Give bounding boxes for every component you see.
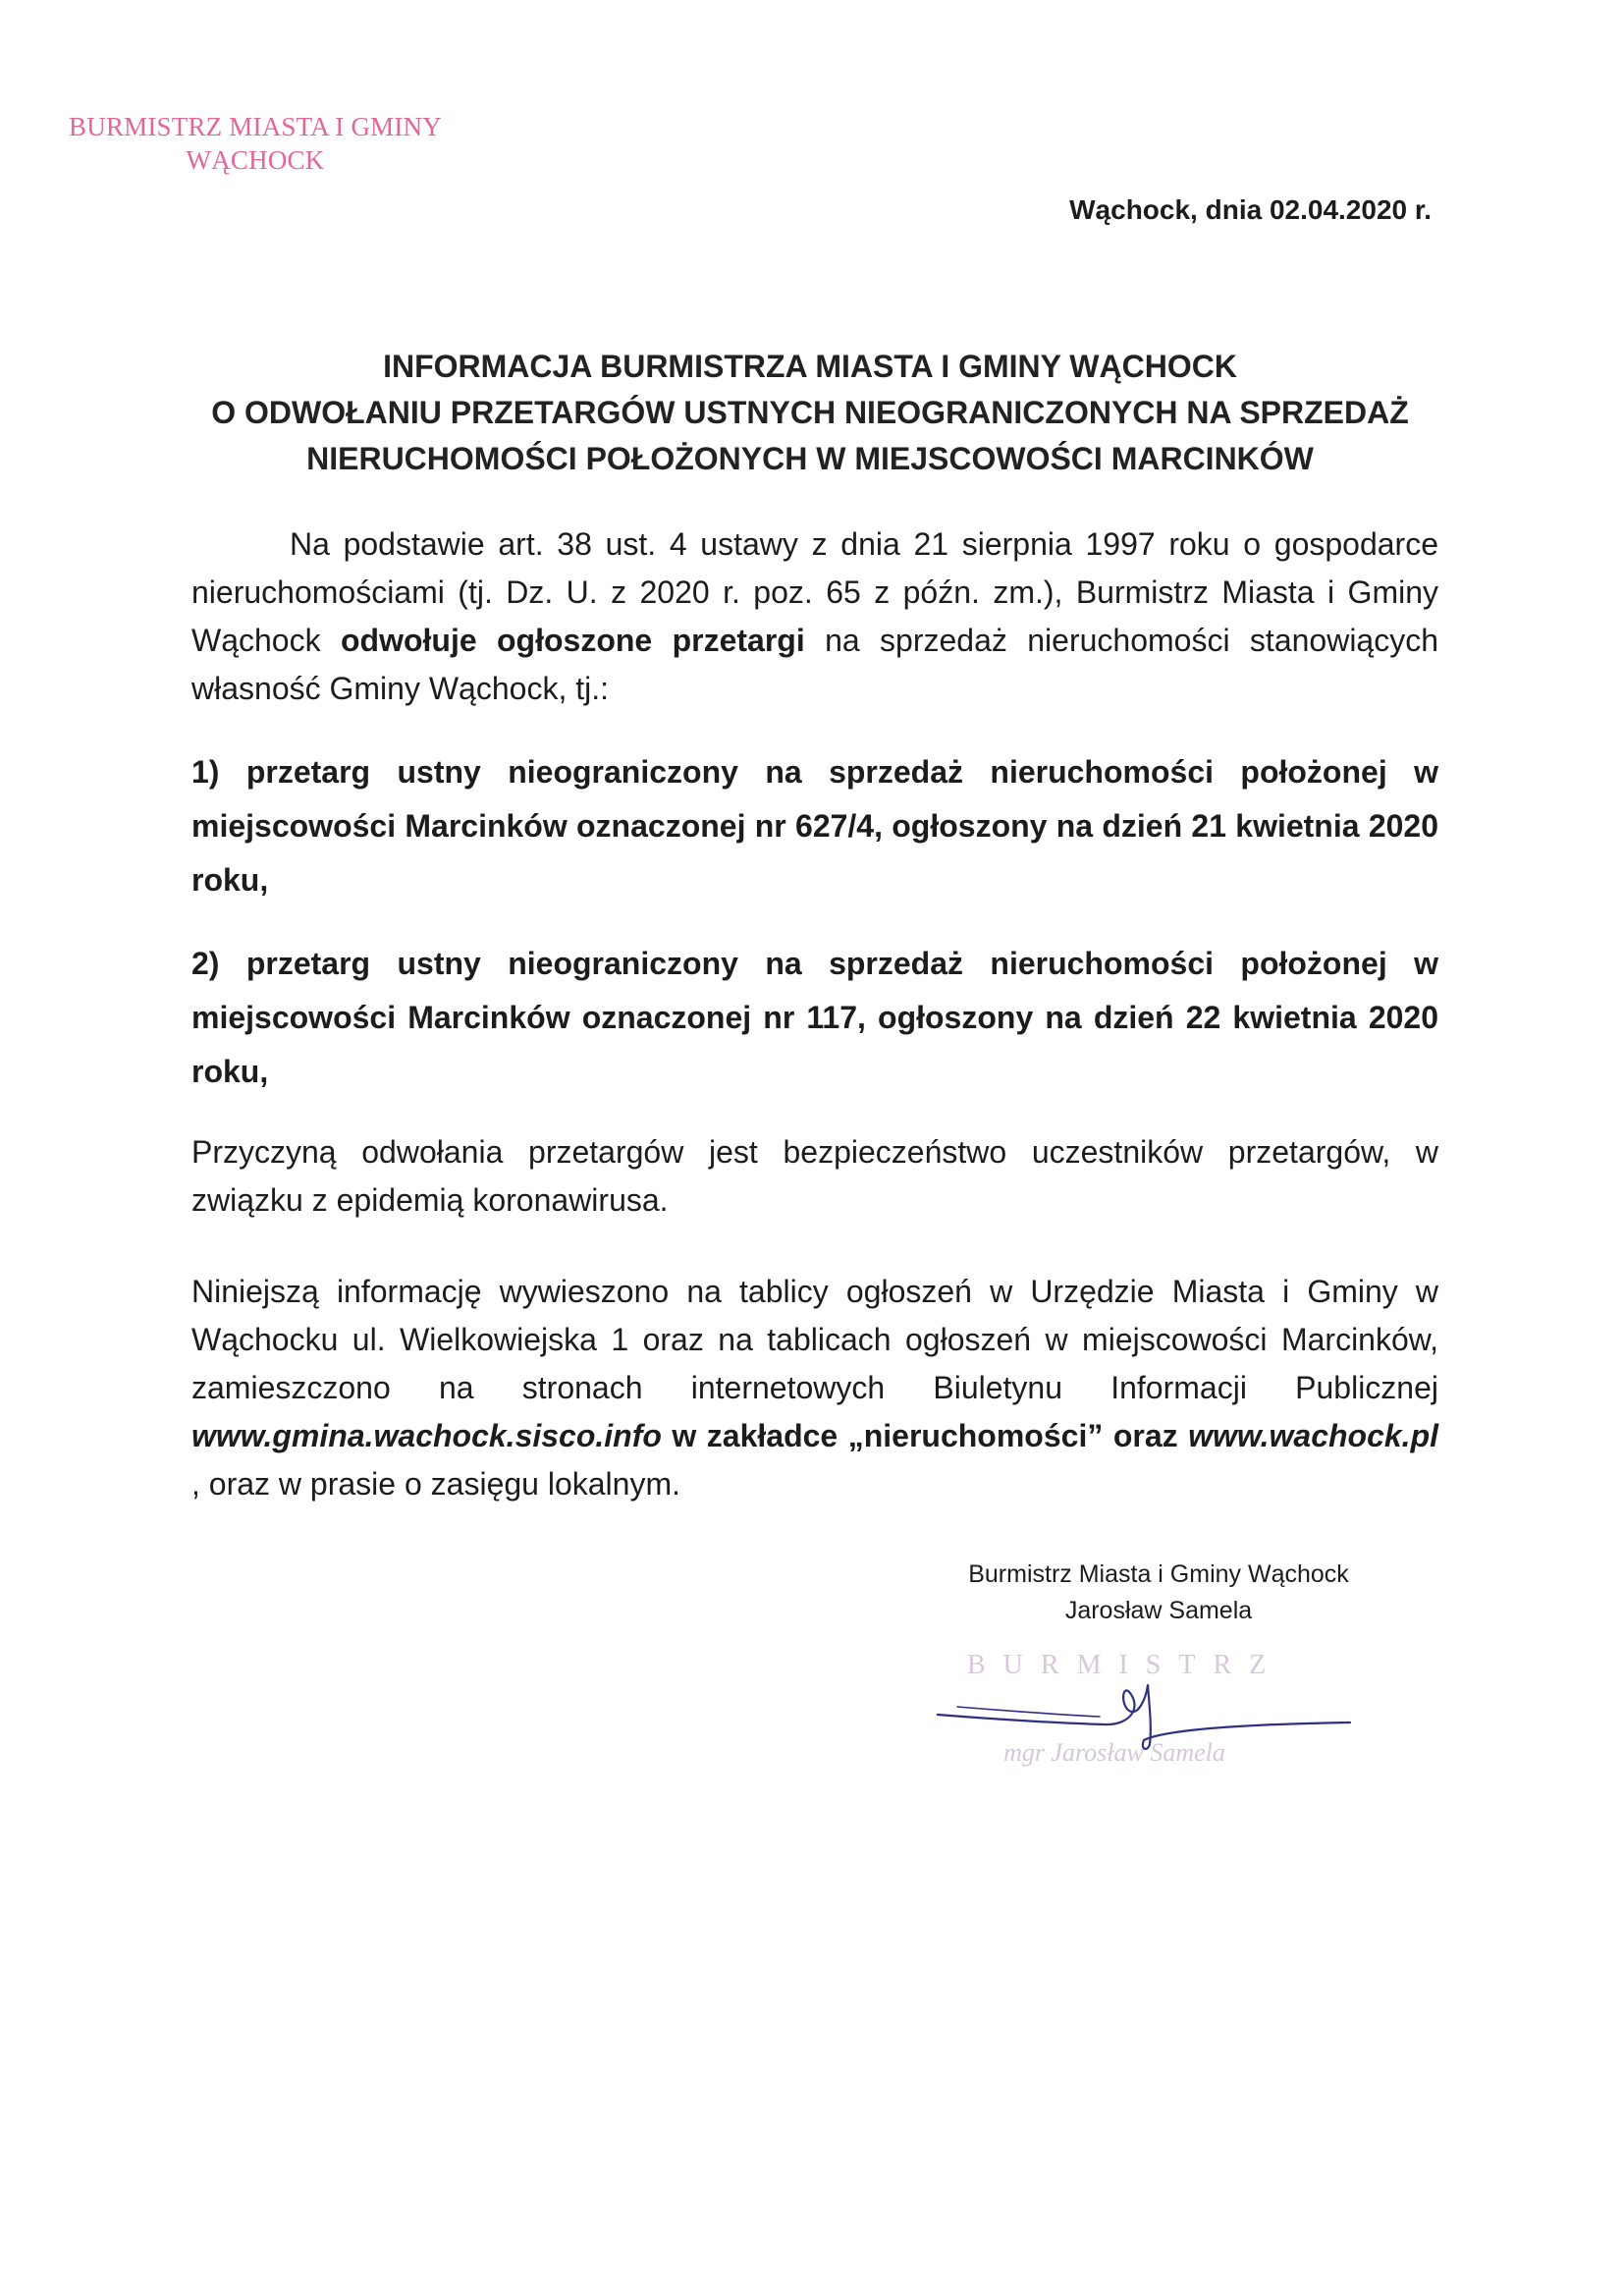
- handwritten-signature-icon: [928, 1650, 1360, 1787]
- notice-text-1: Niniejszą informację wywieszono na tablicy ogłoszeń w Urzędzie Miasta i Gminy w Wąchocku ul. Wielkowiejska 1 oraz na tablicach ogłoszeń w miejscowości Marcinków, zamieszczono na stronach internetowych Biuletynu Informacji Publicznej: [191, 1274, 1438, 1405]
- signature-name: Jarosław Samela: [1064, 1597, 1253, 1624]
- notice-text-3: , oraz w prasie o zasięgu lokalnym.: [191, 1466, 680, 1502]
- seal-name: mgr Jarosław Samela: [1003, 1738, 1225, 1767]
- title-line2: O ODWOŁANIU PRZETARGÓW USTNYCH NIEOGRANICZONYCH NA SPRZEDAŻ: [211, 395, 1409, 430]
- title-line1: INFORMACJA BURMISTRZA MIASTA I GMINY WĄCHOCK: [383, 349, 1237, 384]
- notice-text-2: w zakładce „nieruchomości” oraz: [661, 1418, 1189, 1453]
- title-line3: NIERUCHOMOŚCI POŁOŻONYCH W MIEJSCOWOŚCI MARCINKÓW: [306, 441, 1314, 476]
- reason-paragraph: Przyczyną odwołania przetargów jest bezpieczeństwo uczestników przetargów, w związku z epidemią koronawirusa.: [191, 1134, 1438, 1218]
- document-body: [191, 520, 1438, 1542]
- list-item-1: 1) przetarg ustny nieograniczony na sprzedaż nieruchomości położonej w miejscowości Marcinków oznaczonej nr 627/4, ogłoszony na dzień 21 kwietnia 2020 roku,: [191, 754, 1438, 898]
- intro-bold-text: odwołuje ogłoszone przetargi: [340, 623, 805, 658]
- intro-text-2: na sprzedaż nieruchomości stanowiących własność Gminy Wąchock, tj.:: [191, 623, 1439, 706]
- intro-text-1: Na podstawie art. 38 ust. 4 ustawy z dnia 21 sierpnia 1997 roku o gospodarce nieruchomościami (tj. Dz. U. z 2020 r. poz. 65 z późn. zm.), Burmistrz Miasta i Gminy Wąchock: [191, 526, 1438, 658]
- office-stamp-line1: BURMISTRZ MIASTA I GMINY: [69, 112, 442, 141]
- signature-title: Burmistrz Miasta i Gminy Wąchock: [968, 1560, 1349, 1588]
- notice-link-website: www.wachock.pl: [1188, 1418, 1438, 1453]
- notice-link-bip: www.gmina.wachock.sisco.info: [191, 1418, 662, 1453]
- office-stamp: [59, 110, 452, 177]
- document-title: [147, 344, 1473, 482]
- notice-paragraph: [191, 1268, 1438, 1508]
- list-item-2: 2) przetarg ustny nieograniczony na sprzedaż nieruchomości położonej w miejscowości Marcinków oznaczonej nr 117, ogłoszony na dzień 22 kwietnia 2020 roku,: [191, 946, 1438, 1089]
- seal-title: BURMISTRZ: [967, 1650, 1284, 1680]
- office-stamp-line2: WĄCHOCK: [186, 145, 325, 175]
- signature-seal: [928, 1650, 1360, 1787]
- signature-block: [884, 1557, 1434, 1629]
- date-line: Wąchock, dnia 02.04.2020 r.: [1069, 194, 1432, 225]
- intro-paragraph: [191, 520, 1438, 713]
